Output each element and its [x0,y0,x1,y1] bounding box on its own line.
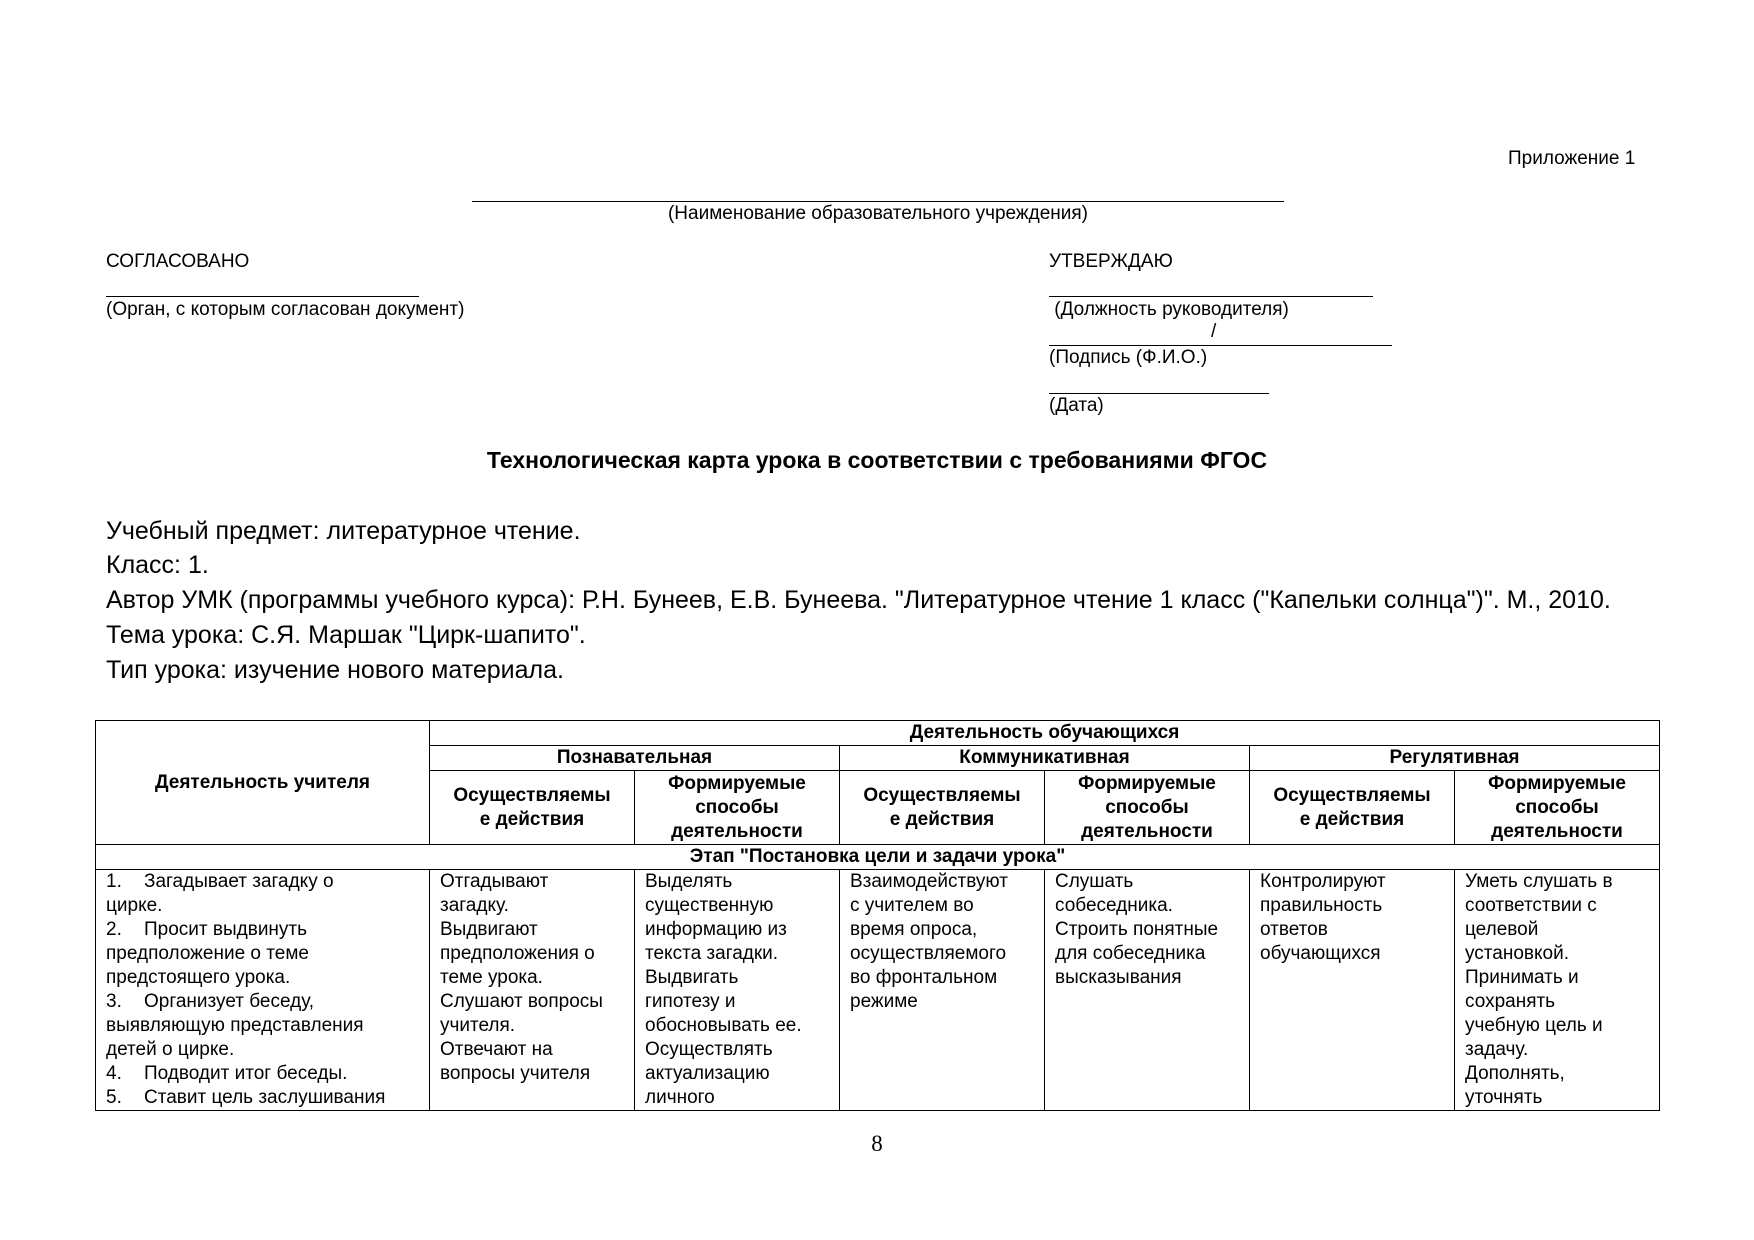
sub-header-methods: Формируемые способы деятельности [1045,771,1250,845]
appendix-label: Приложение 1 [1508,148,1636,169]
info-class: Класс: 1. [106,551,209,579]
info-topic: Тема урока: С.Я. Маршак "Цирк-шапито". [106,621,586,649]
page-number: 8 [871,1131,883,1156]
teacher-item: 3. Организует беседу, [106,991,315,1012]
position-underline [1049,296,1373,297]
signature-slash: / [1211,321,1217,342]
sub-header-methods: Формируемые способы деятельности [635,771,840,845]
communicative-methods-cell: Слушать собеседника. Строить понятные для собеседника высказывания [1045,870,1250,1111]
regulative-methods-cell: Уметь слушать в соответствии с целевой установкой. Принимать и сохранять учебную цель и задачу. Дополнять, уточнять [1455,870,1660,1111]
info-type: Тип урока: изучение нового материала. [106,656,564,684]
teacher-item: 1. Загадывает загадку о [106,871,334,892]
agreed-title: СОГЛАСОВАНО [106,251,250,272]
group-cognitive: Познавательная [430,746,840,771]
signature-caption: (Подпись (Ф.И.О.) [1049,347,1208,368]
cognitive-methods-cell: Выделять существенную информацию из текста загадки. Выдвигать гипотезу и обосновывать ее. Осуществлять актуализацию личного [635,870,840,1111]
position-caption: (Должность руководителя) [1049,299,1289,320]
info-subject: Учебный предмет: литературное чтение. [106,517,581,545]
approve-title: УТВЕРЖДАЮ [1049,251,1173,272]
student-activity-header: Деятельность обучающихся [430,721,1660,746]
communicative-actions-cell: Взаимодействуют с учителем во время опроса, осуществляемого во фронтальном режиме [840,870,1045,1111]
teacher-item: 4. Подводит итог беседы. [106,1063,348,1084]
signature-underline [1049,345,1392,346]
institution-caption: (Наименование образовательного учреждения) [667,203,1088,224]
teacher-activity-header: Деятельность учителя [96,721,430,845]
doc-title: Технологическая карта урока в соответствии с требованиями ФГОС [486,447,1268,473]
sub-header-methods: Формируемые способы деятельности [1455,771,1660,845]
date-caption: (Дата) [1049,395,1104,416]
group-regulative: Регулятивная [1250,746,1660,771]
institution-underline [472,201,1284,202]
regulative-actions-cell: Контролируют правильность ответов обучающихся [1250,870,1455,1111]
info-author: Автор УМК (программы учебного курса): Р.Н. Бунеев, Е.В. Бунеева. "Литературное чтение 1 класс ("Капельки солнца")". М., 2010. [106,586,1611,614]
agreed-underline [106,296,419,297]
cognitive-actions-cell: Отгадывают загадку. Выдвигают предположения о теме урока. Слушают вопросы учителя. Отвечают на вопросы учителя [430,870,635,1111]
sub-header-actions: Осуществляемы е действия [840,771,1045,845]
teacher-activity-cell: 1. Загадывает загадку о цирке. 2. Просит выдвинуть предположение о теме предстоящего урока. 3. Организует беседу, выявляющую представления детей о цирке. 4. Подводит итог беседы. 5. Ставит цель заслушивания [96,870,430,1111]
stage-label: Этап "Постановка цели и задачи урока" [96,845,1660,870]
date-underline [1049,393,1269,394]
group-communicative: Коммуникативная [840,746,1250,771]
sub-header-actions: Осуществляемы е действия [1250,771,1455,845]
agreed-caption: (Орган, с которым согласован документ) [106,299,465,320]
teacher-item: 5. Ставит цель заслушивания [106,1087,386,1108]
sub-header-actions: Осуществляемы е действия [430,771,635,845]
lesson-table [95,720,1660,1111]
teacher-item: 2. Просит выдвинуть [106,919,308,940]
